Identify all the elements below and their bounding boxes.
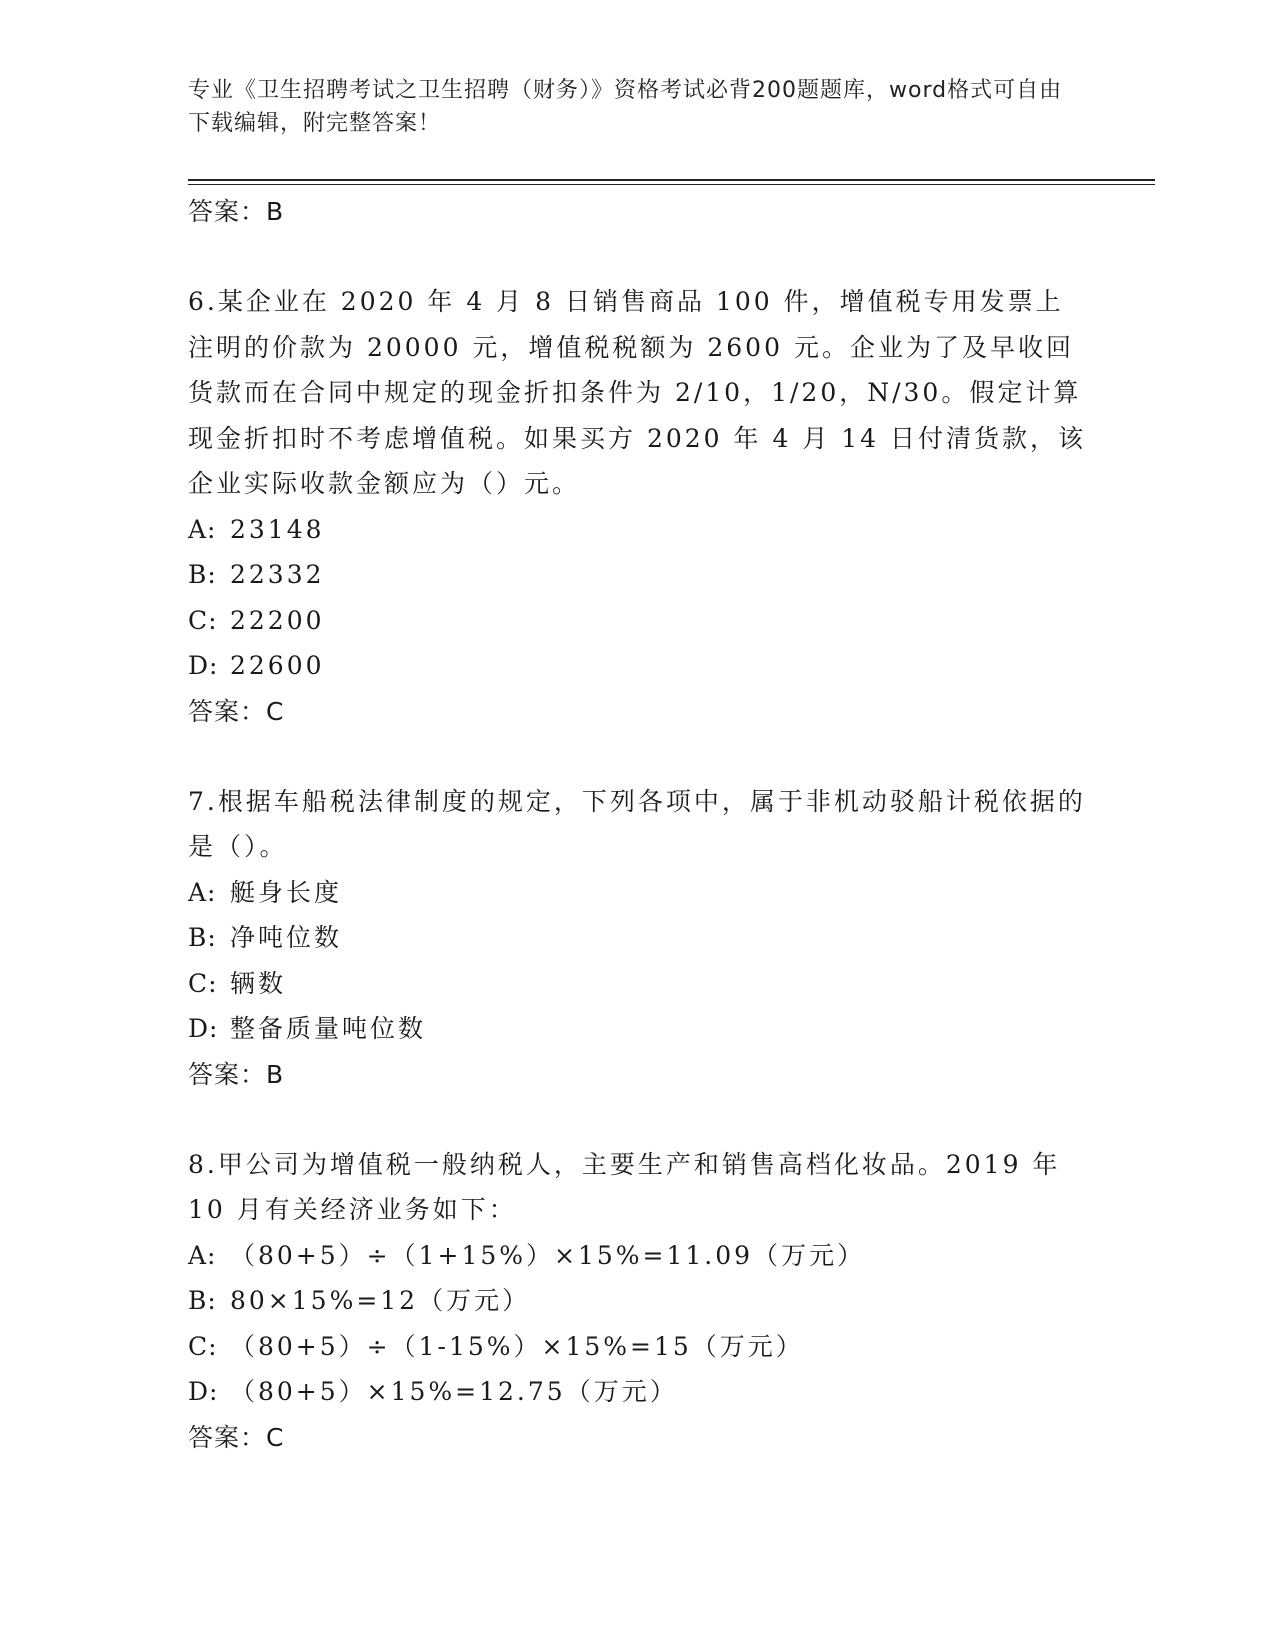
option-a: [188, 870, 1088, 916]
previous-answer: 答案：B: [188, 197, 285, 226]
option-text: （80+5）÷（1+15%）×15%=11.09（万元）: [230, 1240, 866, 1270]
option-key: C:: [188, 968, 218, 998]
page-header: 专业《卫生招聘考试之卫生招聘（财务）》资格考试必背200题题库，word格式可自由下载编辑，附完整答案！: [188, 78, 1063, 136]
option-text: 净吨位数: [230, 923, 343, 952]
question-text: 7.根据车船税法律制度的规定，下列各项中，属于非机动驳船计税依据的是（）。: [188, 786, 1086, 861]
option-text: （80+5）×15%=12.75（万元）: [230, 1377, 678, 1406]
option-c: [188, 1324, 1088, 1370]
header-rule-thick: [188, 179, 1155, 181]
option-key: D:: [188, 651, 219, 680]
option-c: [188, 598, 1088, 644]
option-d: [188, 643, 1088, 689]
option-key: D:: [188, 1014, 219, 1043]
option-key: B:: [188, 923, 217, 952]
header-rule-thin: [188, 184, 1155, 185]
answer: 答案：C: [188, 1422, 285, 1452]
option-d: [188, 1006, 1088, 1052]
option-key: B:: [188, 560, 217, 589]
option-b: [188, 1278, 1088, 1324]
option-text: 艇身长度: [230, 877, 343, 907]
option-text: （80+5）÷（1-15%）×15%=15（万元）: [230, 1331, 804, 1361]
question-6: [188, 279, 1088, 734]
question-text: 6.某企业在 2020 年 4 月 8 日销售商品 100 件，增值税专用发票上注明的价款为 20000 元，增值税税额为 2600 元。企业为了及早收回货款而在合同中规定的现金折扣条件为 2/10，1/20，N/30。假定计算现金折扣时不考虑增值税。如果买方 2020 年 4 月 14 日付清货款，该企业实际收款金额应为（）元。: [188, 287, 1087, 498]
option-key: C:: [188, 605, 218, 635]
option-key: A:: [188, 877, 217, 907]
option-b: [188, 915, 1088, 961]
option-text: 辆数: [230, 968, 287, 998]
option-key: B:: [188, 1286, 217, 1315]
option-key: D:: [188, 1377, 219, 1406]
option-text: 80×15%=12（万元）: [230, 1286, 531, 1315]
option-text: 22200: [230, 605, 325, 635]
option-d: [188, 1369, 1088, 1415]
document-body: [188, 189, 1088, 1460]
answer: 答案：C: [188, 696, 285, 726]
option-a: [188, 1233, 1088, 1279]
option-text: 22332: [230, 560, 325, 589]
question-8: [188, 1142, 1088, 1460]
option-text: 22600: [230, 651, 325, 680]
option-key: A:: [188, 514, 217, 544]
question-text: 8.甲公司为增值税一般纳税人，主要生产和销售高档化妆品。2019 年 10 月有关经济业务如下：: [188, 1149, 1061, 1224]
question-7: [188, 779, 1088, 1097]
option-text: 23148: [230, 514, 325, 544]
option-c: [188, 961, 1088, 1007]
option-key: A:: [188, 1240, 217, 1270]
option-a: [188, 507, 1088, 553]
option-key: C:: [188, 1331, 218, 1361]
option-text: 整备质量吨位数: [230, 1014, 427, 1043]
answer: 答案：B: [188, 1059, 285, 1089]
option-b: [188, 552, 1088, 598]
